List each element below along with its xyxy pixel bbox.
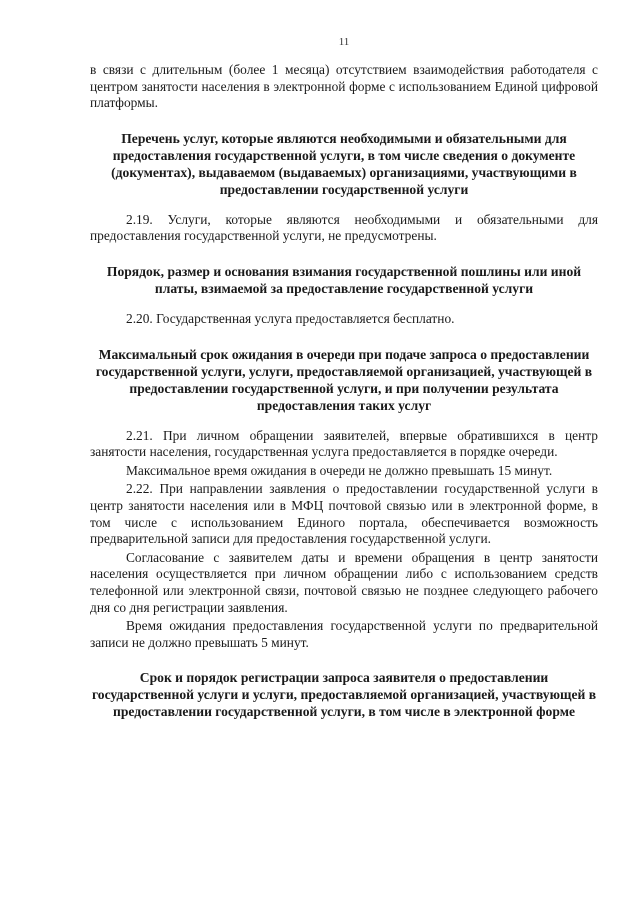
- paragraph-date-agreement: Согласование с заявителем даты и времени обращения в центр занятости населения осуществляется при личном обращении либо с использованием средств телефонной или электронной связи, почтовой связью не позднее следующего рабочего дня со дня регистрации заявления.: [90, 549, 598, 615]
- paragraph-2-20: 2.20. Государственная услуга предоставляется бесплатно.: [126, 310, 455, 326]
- paragraph-2-21: 2.21. При личном обращении заявителей, впервые обратившихся в центр занятости населения, государственная услуга предоставляется в порядке очереди.: [90, 427, 598, 460]
- section-heading-state-fee: Порядок, размер и основания взимания государственной пошлины или иной платы, взимаемой за предоставление государственной услуги: [106, 263, 582, 296]
- section-heading-required-services: Перечень услуг, которые являются необходимыми и обязательными для предоставления государственной услуги, в том числе сведения о документе (документах), выдаваемом (выдаваемых) организациями, участвующими в предоставлении государственной услуги: [111, 130, 577, 197]
- paragraph-max-wait: Максимальное время ожидания в очереди не должно превышать 15 минут.: [126, 462, 553, 478]
- section-heading-registration-term: Срок и порядок регистрации запроса заявителя о предоставлении государственной услуги и услуги, предоставляемой организацией, участвующей в предоставлении государственной услуги, в том числе в электронной форме: [91, 670, 597, 720]
- paragraph-2-22: 2.22. При направлении заявления о предоставлении государственной услуги в центр занятости населения или в МФЦ почтовой связью или в электронной форме, в том числе с использованием Единого портала, обеспечивается возможность предварительной записи для предоставления государственной услуги.: [90, 481, 598, 547]
- section-heading-queue-waiting-time: Максимальный срок ожидания в очереди при подаче запроса о предоставлении государственной услуги, услуги, предоставляемой организацией, участвующей в предоставлении государственной услуги, и при получении результата предоставления таких услуг: [95, 346, 593, 413]
- page-number: 11: [338, 36, 350, 48]
- paragraph-2-19: 2.19. Услуги, которые являются необходимыми и обязательными для предоставления государственной услуги, не предусмотрены.: [90, 211, 598, 244]
- intro-paragraph: в связи с длительным (более 1 месяца) отсутствием взаимодействия работодателя с центром занятости населения в электронной форме с использованием Единой цифровой платформы.: [90, 62, 598, 111]
- paragraph-prebooking-wait: Время ожидания предоставления государственной услуги по предварительной записи не должно превышать 5 минут.: [90, 618, 598, 650]
